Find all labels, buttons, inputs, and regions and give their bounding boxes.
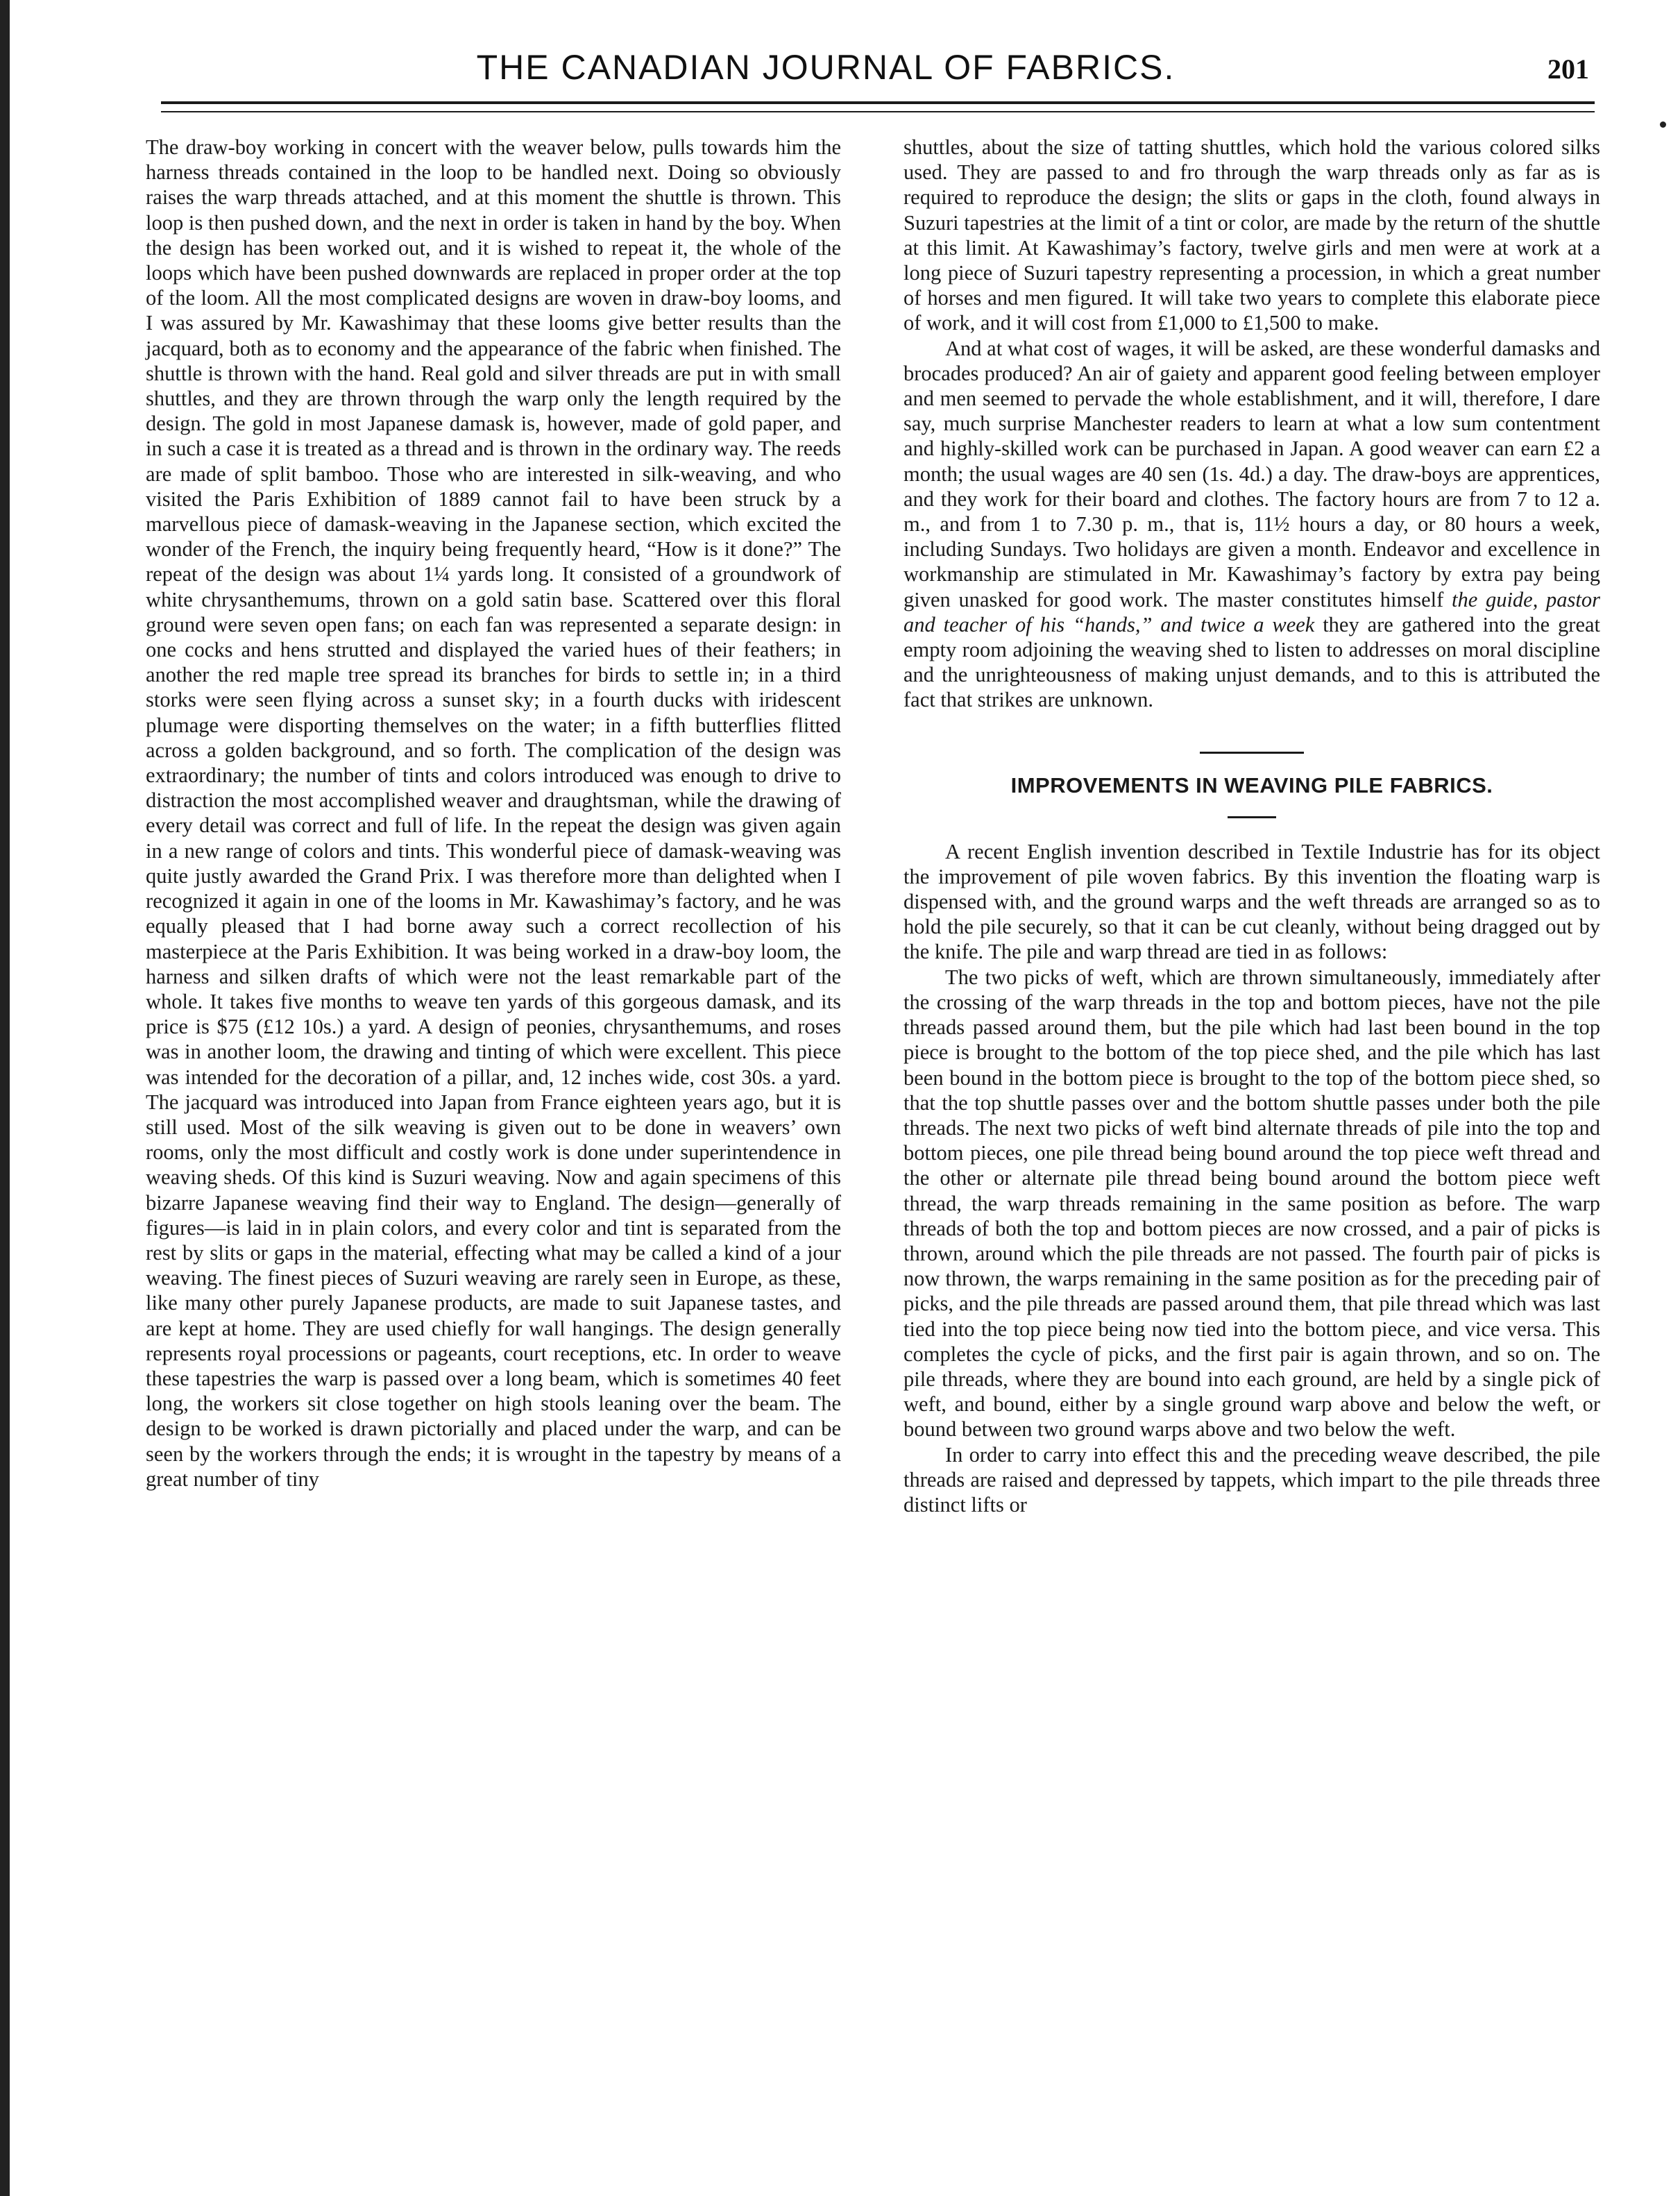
section-divider-rule: [1200, 752, 1304, 754]
header-rule-thick: [161, 101, 1595, 104]
article-paragraph-continuation: shuttles, about the size of tatting shuttles, which hold the various colored silks used. They are passed to and fro through the warp threads only as far as is required to reproduce the design; the slits or gaps in the cloth, found always in Suzuri tapestries at the limit of a tint or color, are made by the return of the shuttle at this limit. At Kawashimay’s factory, twelve girls and men were at work at a long piece of Suzuri tapestry representing a procession, in which a great number of horses and men figured. It will take two years to complete this elaborate piece of work, and it will cost from £1,000 to £1,500 to make.: [903, 135, 1600, 335]
wages-text-part-1: And at what cost of wages, it will be asked, are these wonderful damasks and brocades produced? An air of gaiety and apparent good feeling between employer and men seemed to pervade the whole establishment, and it will, therefore, I dare say, much surprise Manchester readers to learn at what a low sum contentment and highly-skilled work can be purchased in Japan. A good weaver can earn £2 a month; the usual wages are 40 sen (1s. 4d.) a day. The draw-boys are apprentices, and they work for their board and clothes. The factory hours are from 7 to 12 a. m., and from 1 to 7.30 p. m., that is, 11½ hours a day, or 80 hours a week, including Sundays. Two holidays are given a month. Endeavor and excellence in workmanship are stimulated in Mr. Kawashimay’s factory by extra pay being given unasked for good work. The master constitutes himself: [903, 336, 1600, 611]
journal-title: THE CANADIAN JOURNAL OF FABRICS.: [476, 48, 1176, 87]
wages-text-italic: the guide, pastor and teacher of his “hands,” and twice a week: [903, 587, 1600, 636]
wages-paragraph: [903, 336, 1600, 713]
wages-text-part-2: they are gathered into the great empty room adjoining the weaving shed to listen to addresses on moral discipline and the unrighteousness of making unjust demands, and to this is attributed the fact that strikes are unknown.: [903, 612, 1601, 712]
section-heading-underline: [1228, 816, 1276, 818]
section-paragraph: The two picks of weft, which are thrown simultaneously, immediately after the crossing of the warp threads in the top and bottom pieces, have not the pile threads passed around them, but the pile which had last been bound in the top piece is brought to the bottom of the top piece shed, and the pile which has last been bound in the bottom piece is brought to the top of the bottom piece shed, so that the top shuttle passes over and the bottom shuttle passes under both the pile threads. The next two picks of weft bind alternate threads of pile into the top and bottom pieces, one pile thread being bound around the top piece weft thread and the other or alternate pile thread being bound around the bottom piece weft thread, the warp threads remaining in the same position as before. The warp threads of both the top and bottom pieces are now crossed, and a pair of picks is thrown, around which the pile threads are not passed. The fourth pair of picks is now thrown, the warps remaining in the same position as for the preceding pair of picks, and the pile threads are passed around them, that pile thread which was last tied into the top piece being now tied into the bottom piece, and vice versa. This completes the cycle of picks, and the first pair is again thrown, and so on. The pile threads, where they are bound into each ground, are held by a single pick of weft, and bound, either by a single ground warp above and below the weft, or bound between two ground warps above and two below the weft.: [903, 965, 1600, 1442]
page-binding-edge: [0, 0, 10, 2196]
right-column: [903, 135, 1600, 1517]
page-header: [160, 47, 1596, 103]
section-paragraph: In order to carry into effect this and the preceding weave described, the pile threads are raised and depressed by tappets, which impart to the pile threads three distinct lifts or: [903, 1442, 1600, 1517]
section-heading: IMPROVEMENTS IN WEAVING PILE FABRICS.: [1010, 772, 1493, 797]
article-paragraph: The draw-boy working in concert with the weaver below, pulls towards him the harness threads contained in the loop to be handled next. Doing so obviously raises the warp threads attached, and at this moment the shuttle is thrown. This loop is then pushed down, and the next in order is taken in hand by the boy. When the design has been worked out, and it is wished to repeat it, the whole of the loops which have been pushed downwards are replaced in proper order at the top of the loom. All the most complicated designs are woven in draw-boy looms, and I was assured by Mr. Kawashimay that these looms give better results than the jacquard, both as to economy and the appearance of the fabric when finished. The shuttle is thrown with the hand. Real gold and silver threads are put in with small shuttles, and they are thrown through the warp only the length required by the design. The gold in most Japanese damask is, however, made of gold paper, and in such a case it is treated as a thread and is thrown in the ordinary way. The reeds are made of split bamboo. Those who are interested in silk-weaving, and who visited the Paris Exhibition of 1889 cannot fail to have been struck by a marvellous piece of damask-weaving in the Japanese section, which excited the wonder of the French, the inquiry being frequently heard, “How is it done?” The repeat of the design was about 1¼ yards long. It consisted of a groundwork of white chrysanthemums, thrown on a gold satin base. Scattered over this floral ground were seven open fans; on each fan was represented a separate design: in one cocks and hens strutted and displayed the varied hues of their feathers; in another the red maple tree spread its branches for birds to settle in; in a third storks were seen flying across a sunset sky; in a fourth ducks with iridescent plumage were disporting themselves on the water; in a fifth butterflies flitted across a golden background, and so forth. The complication of the design was extraordinary; the number of tints and colors introduced was enough to drive to distraction the most accomplished weaver and draughtsman, while the drawing of every detail was correct and full of life. In the repeat the design was given again in a new range of colors and tints. This wonderful piece of damask-weaving was quite justly awarded the Grand Prix. I was therefore more than delighted when I recognized it again in one of the looms in Mr. Kawashimay’s factory, and he was equally pleased that I had borne away such a correct recollection of his masterpiece at the Paris Exhibition. It was being worked in a draw-boy loom, the harness and silken drafts of which were not the least remarkable part of the whole. It takes five months to weave ten yards of this gorgeous damask, and its price is $75 (£12 10s.) a yard. A design of peonies, chrysanthemums, and roses was in another loom, the drawing and tinting of which were excellent. This piece was intended for the decoration of a pillar, and, 12 inches wide, cost 30s. a yard. The jacquard was introduced into Japan from France eighteen years ago, but it is still used. Most of the silk weaving is given out to be done in weavers’ own rooms, only the most difficult and costly work is done under superintendence in weaving sheds. Of this kind is Suzuri weaving. Now and again specimens of this bizarre Japanese weaving find their way to England. The design—generally of figures—is laid in in plain colors, and every color and tint is separated from the rest by slits or gaps in the material, effecting what may be called a kind of a jour weaving. The finest pieces of Suzuri weaving are rarely seen in Europe, as these, like many other purely Japanese products, are made to suit Japanese tastes, and are kept at home. They are used chiefly for wall hangings. The design generally represents royal processions or pageants, court receptions, etc. In order to weave these tapestries the warp is passed over a long beam, which is sometimes 40 feet long, the workers sit close together on high stools leaning over the beam. The design to be worked is drawn pictorially and placed under the warp, and can be seen by the workers through the ends; it is wrought in the tapestry by means of a great number of tiny: [146, 135, 841, 1491]
header-rule-thin: [161, 111, 1595, 112]
section-paragraph: A recent English invention described in Textile Industrie has for its object the improvement of pile woven fabrics. By this invention the floating warp is dispensed with, and the ground warps and the weft threads are arranged so as to hold the pile securely, so that it can be cut cleanly, without being dragged out by the knife. The pile and warp thread are tied in as follows:: [903, 839, 1600, 964]
margin-dot-mark: [1660, 121, 1666, 128]
left-column: [146, 135, 841, 1492]
page-number: 201: [1547, 53, 1589, 85]
